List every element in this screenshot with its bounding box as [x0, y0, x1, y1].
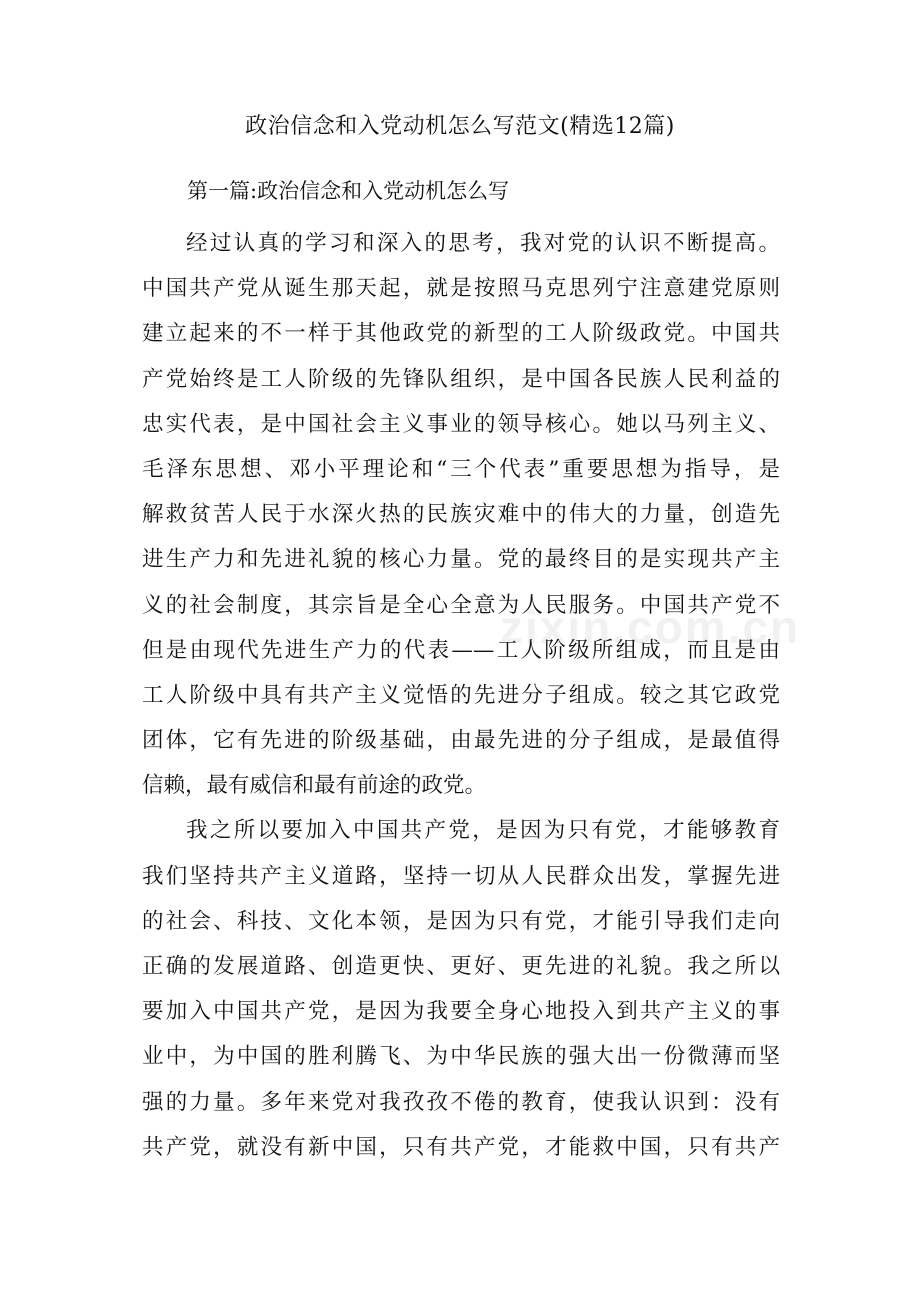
paragraph-line: 毛泽东思想、邓小平理论和“三个代表”重要思想为指导，是	[142, 456, 780, 482]
paragraph-line: 但是由现代先进生产力的代表——工人阶级所组成，而且是由	[142, 637, 780, 663]
paragraph-line: 建立起来的不一样于其他政党的新型的工人阶级政党。中国共	[142, 321, 780, 347]
paragraph-line: 经过认真的学习和深入的思考，我对党的认识不断提高。	[186, 231, 780, 256]
paragraph-line: 信赖，最有威信和最有前途的政党。	[142, 773, 487, 799]
document-title: 政治信念和入党动机怎么写范文(精选12篇)	[245, 114, 675, 139]
paragraph-line: 忠实代表，是中国社会主义事业的领导核心。她以马列主义、	[142, 411, 780, 437]
document-body	[142, 221, 780, 1170]
paragraph-line: 我们坚持共产主义道路，坚持一切从人民群众出发，掌握先进	[142, 863, 780, 889]
paragraph	[142, 808, 780, 1170]
paragraph-line: 进生产力和先进礼貌的核心力量。党的最终目的是实现共产主	[142, 547, 780, 573]
paragraph-line: 强的力量。多年来党对我孜孜不倦的教育，使我认识到：没有	[142, 1089, 780, 1115]
paragraph	[142, 221, 780, 808]
paragraph-line: 产党始终是工人阶级的先锋队组织，是中国各民族人民利益的	[142, 366, 780, 392]
watermark: zixin.com.cn	[500, 601, 801, 653]
paragraph-line: 中国共产党从诞生那天起，就是按照马克思列宁注意建党原则	[142, 276, 780, 302]
paragraph-line: 工人阶级中具有共产主义觉悟的先进分子组成。较之其它政党	[142, 682, 780, 708]
paragraph-line: 共产党，就没有新中国，只有共产党，才能救中国，只有共产	[142, 1134, 780, 1160]
section-heading: 第一篇:政治信念和入党动机怎么写	[187, 179, 510, 203]
paragraph-line: 解救贫苦人民于水深火热的民族灾难中的伟大的力量，创造先	[142, 502, 780, 528]
paragraph-line: 团体，它有先进的阶级基础，由最先进的分子组成，是最值得	[142, 728, 780, 754]
paragraph-line: 业中，为中国的胜利腾飞、为中华民族的强大出一份微薄而坚	[142, 1044, 780, 1070]
paragraph-line: 义的社会制度，其宗旨是全心全意为人民服务。中国共产党不	[142, 592, 780, 618]
paragraph-line: 正确的发展道路、创造更快、更好、更先进的礼貌。我之所以	[142, 954, 780, 979]
paragraph-line: 我之所以要加入中国共产党，是因为只有党，才能够教育	[186, 818, 780, 844]
paragraph-line: 的社会、科技、文化本领，是因为只有党，才能引导我们走向	[142, 908, 780, 934]
paragraph-line: 要加入中国共产党，是因为我要全身心地投入到共产主义的事	[142, 999, 780, 1025]
